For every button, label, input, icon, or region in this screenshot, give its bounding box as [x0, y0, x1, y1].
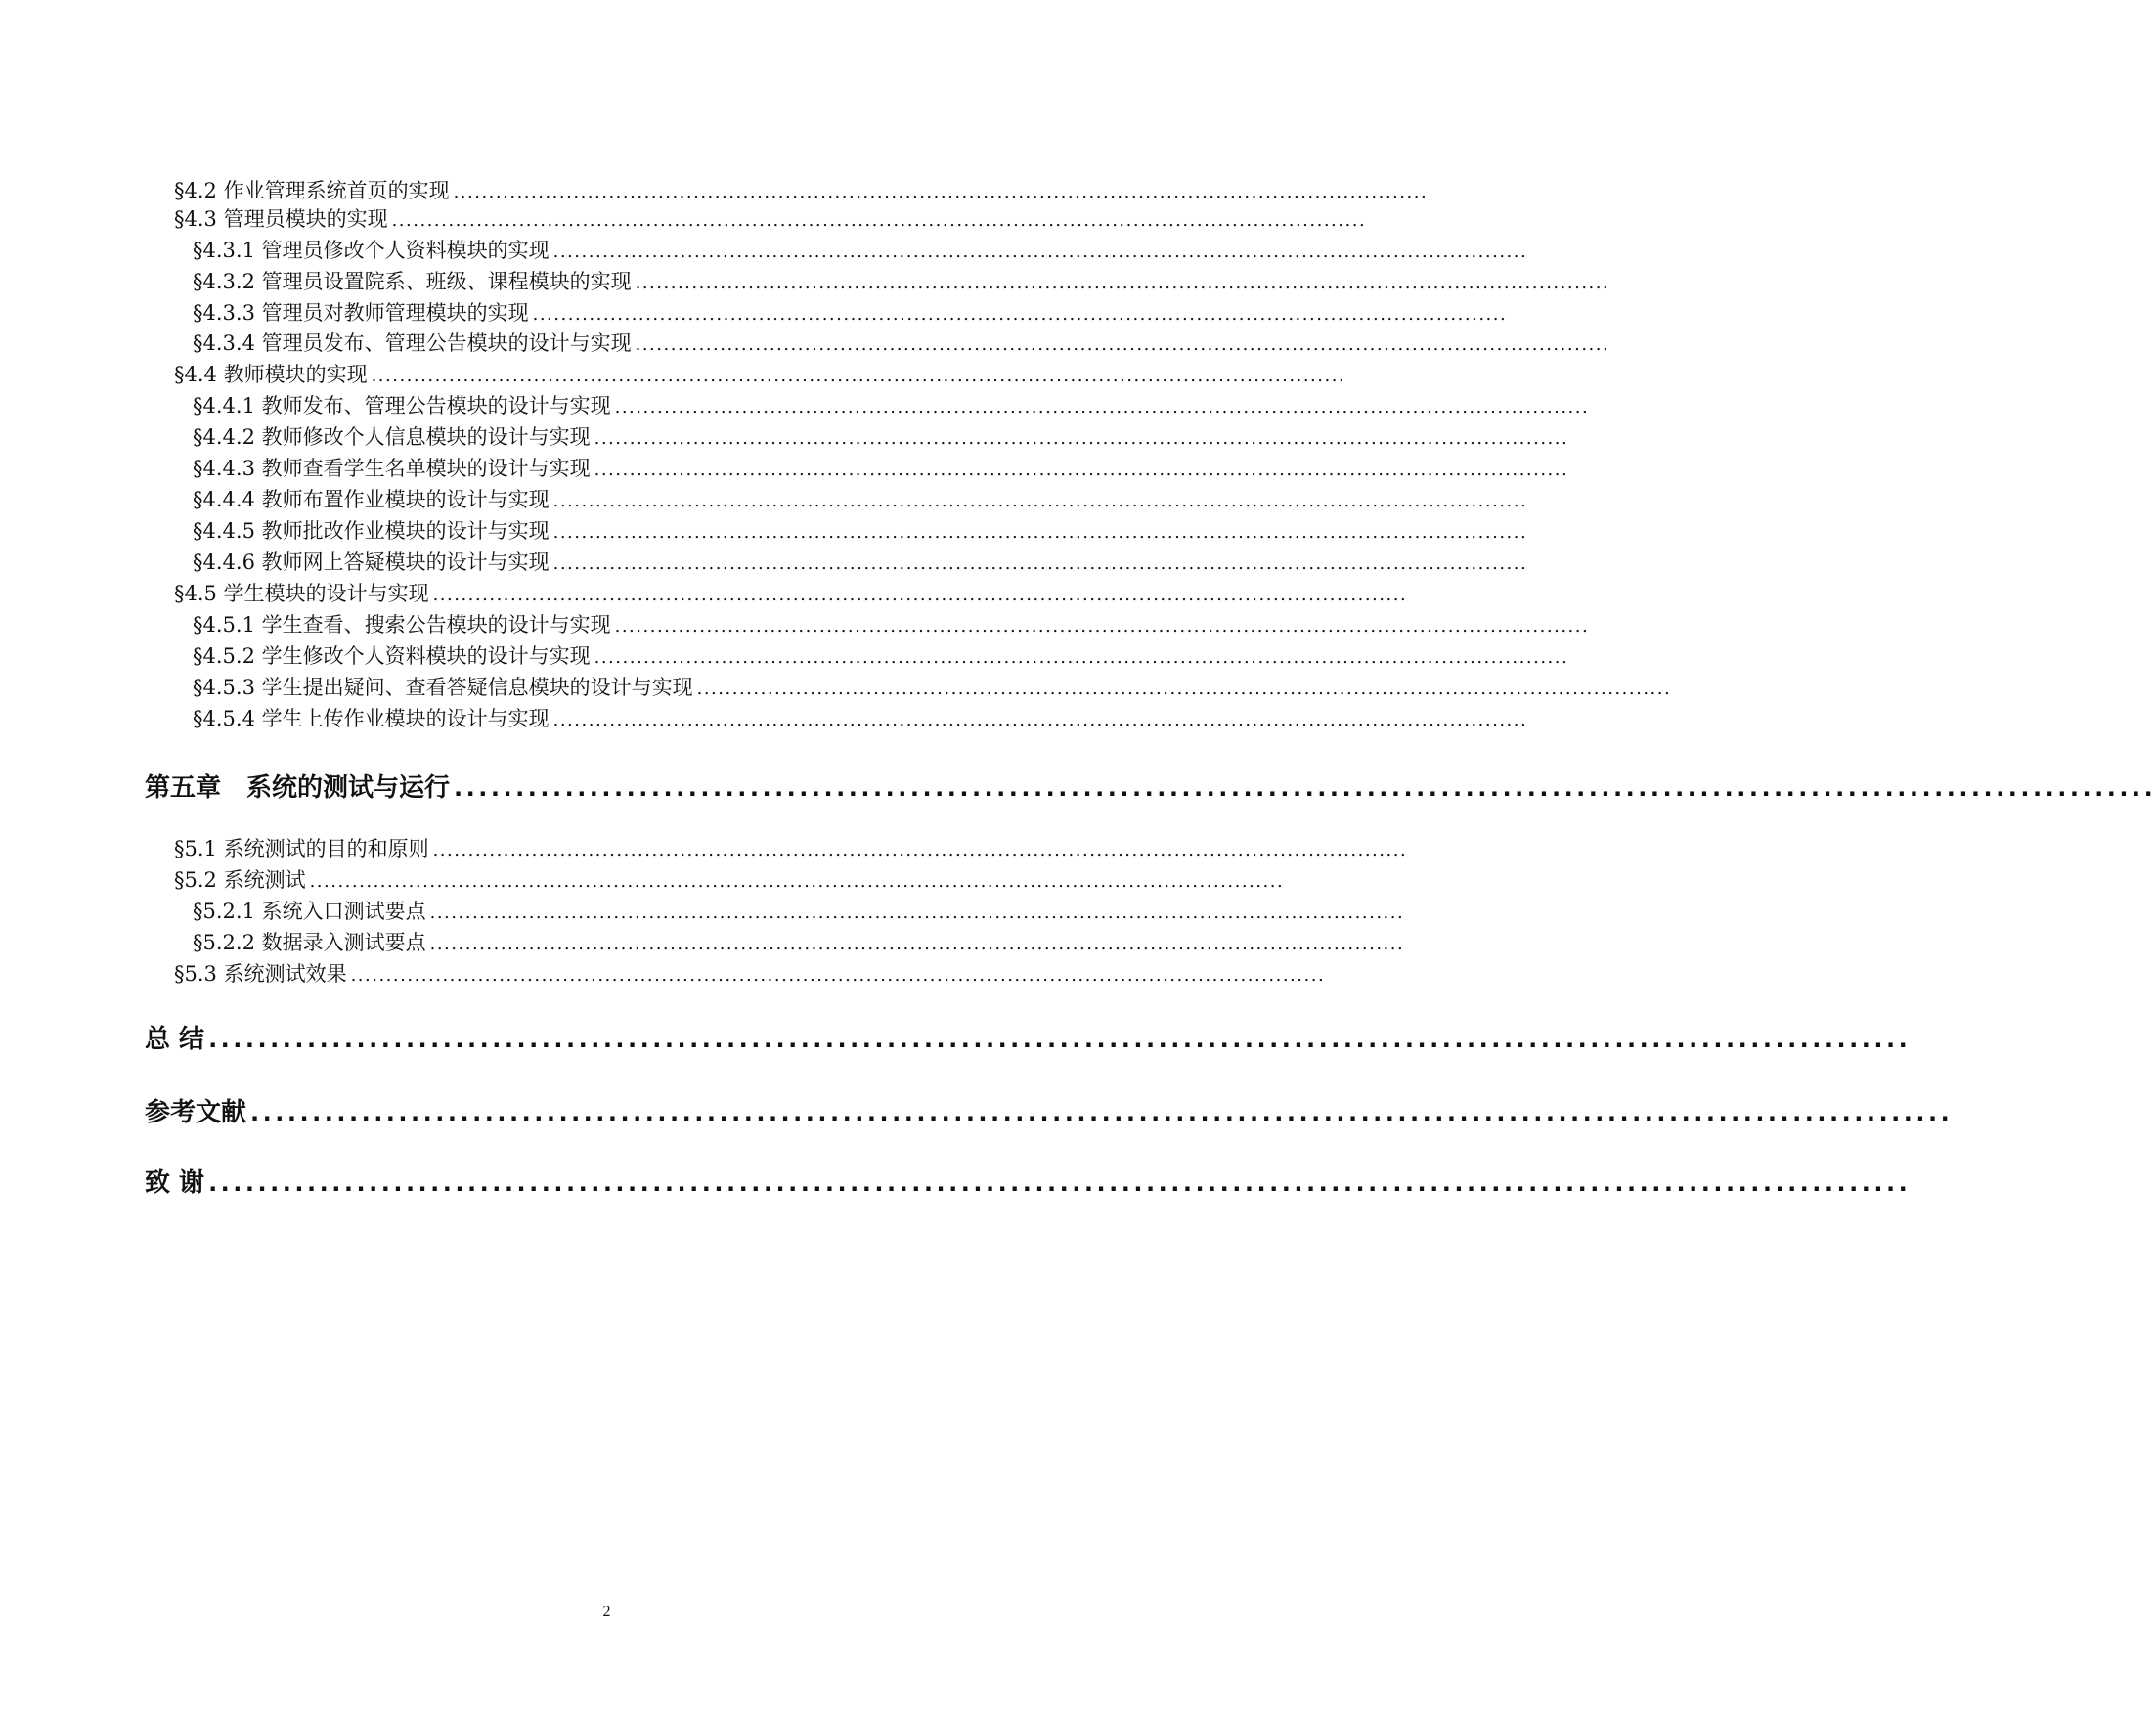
toc-dot-leader: ..........................................................................................................................................	[371, 366, 1346, 386]
toc-entry-title: §4.5 学生模块的设计与实现	[174, 582, 429, 605]
toc-dot-leader: ..........................................................................................................................................	[432, 585, 1408, 605]
toc-dot-leader: ..........................................................................................................................................	[208, 1169, 1912, 1197]
toc-entry	[193, 516, 1528, 546]
toc-dot-leader: ..........................................................................................................................................	[454, 774, 2156, 802]
toc-dot-leader: ..........................................................................................................................................	[635, 273, 1610, 293]
toc-entry-title: §4.3.4 管理员发布、管理公告模块的设计与实现	[193, 331, 632, 355]
toc-entry-title: §4.3 管理员模块的实现	[174, 207, 388, 231]
toc-dot-leader: ..........................................................................................................................................	[696, 679, 1672, 699]
toc-chapter-entry	[145, 767, 2156, 810]
toc-chapter-entry	[145, 1018, 1912, 1061]
toc-entry-title: §4.4.2 教师修改个人信息模块的设计与实现	[193, 425, 591, 449]
toc-dot-leader: ..........................................................................................................................................	[594, 428, 1569, 449]
toc-chapter-title: 参考文献	[145, 1098, 247, 1127]
toc-entry	[193, 548, 1528, 577]
toc-dot-leader: ..........................................................................................................................................	[552, 710, 1528, 730]
toc-entry-title: §4.4.3 教师查看学生名单模块的设计与实现	[193, 457, 591, 480]
toc-dot-leader: ..........................................................................................................................................	[532, 304, 1508, 325]
toc-entry-title: §5.1 系统测试的目的和原则	[174, 837, 429, 860]
toc-entry	[174, 204, 1367, 234]
toc-dot-leader: ..........................................................................................................................................	[350, 965, 1326, 986]
toc-entry-title: §5.2 系统测试	[174, 868, 306, 892]
toc-entry	[193, 610, 1590, 639]
toc-entry	[193, 485, 1528, 514]
toc-dot-leader: ..........................................................................................................................................	[429, 902, 1405, 923]
toc-entry	[193, 236, 1528, 265]
toc-dot-leader: ..........................................................................................................................................	[309, 871, 1285, 892]
toc-entry	[193, 454, 1569, 483]
toc-entry	[193, 673, 1672, 702]
toc-chapter-entry	[145, 1091, 1954, 1134]
page-number: 2	[602, 1604, 611, 1620]
toc-dot-leader: ..........................................................................................................................................	[635, 334, 1610, 355]
toc-dot-leader: ..........................................................................................................................................	[614, 397, 1590, 418]
toc-dot-leader: ..........................................................................................................................................	[432, 840, 1408, 860]
toc-entry-title: §4.5.4 学生上传作业模块的设计与实现	[193, 707, 550, 730]
toc-entry-title: §4.5.3 学生提出疑问、查看答疑信息模块的设计与实现	[193, 676, 693, 699]
toc-entry	[193, 422, 1569, 452]
toc-dot-leader: ..........................................................................................................................................	[453, 182, 1429, 202]
toc-entry	[193, 391, 1590, 420]
toc-chapter-title: 第五章 系统的测试与运行	[145, 773, 451, 803]
toc-dot-leader: ..........................................................................................................................................	[552, 491, 1528, 511]
toc-entry	[193, 704, 1528, 733]
toc-dot-leader: ..........................................................................................................................................	[429, 934, 1405, 954]
toc-entry	[193, 329, 1610, 358]
toc-entry	[193, 928, 1405, 957]
toc-entry	[174, 865, 1285, 895]
toc-entry-title: §4.3.2 管理员设置院系、班级、课程模块的实现	[193, 270, 632, 293]
toc-entry	[193, 641, 1569, 671]
toc-entry	[174, 360, 1346, 389]
toc-entry	[193, 897, 1405, 926]
toc-entry	[174, 959, 1326, 989]
toc-entry-title: §5.2.2 数据录入测试要点	[193, 931, 426, 954]
toc-entry-title: §4.4.5 教师批改作业模块的设计与实现	[193, 519, 550, 543]
toc-entry-title: §4.4 教师模块的实现	[174, 363, 368, 386]
toc-chapter-title: 致 谢	[145, 1168, 205, 1198]
toc-chapter-entry	[145, 1162, 1912, 1205]
toc-dot-leader: ..........................................................................................................................................	[594, 647, 1569, 668]
toc-dot-leader: ..........................................................................................................................................	[208, 1026, 1912, 1053]
toc-dot-leader: ..........................................................................................................................................	[594, 460, 1569, 480]
toc-entry-title: §4.4.4 教师布置作业模块的设计与实现	[193, 488, 550, 511]
toc-entry-title: §4.4.6 教师网上答疑模块的设计与实现	[193, 550, 550, 574]
toc-dot-leader: ..........................................................................................................................................	[552, 242, 1528, 262]
toc-entry-title: §4.3.3 管理员对教师管理模块的实现	[193, 301, 529, 325]
toc-entry-title: §4.3.1 管理员修改个人资料模块的实现	[193, 239, 550, 262]
toc-entry	[174, 176, 1429, 205]
toc-chapter-title: 总 结	[145, 1025, 205, 1054]
toc-entry-title: §4.5.2 学生修改个人资料模块的设计与实现	[193, 644, 591, 668]
toc-entry-title: §4.2 作业管理系统首页的实现	[174, 179, 450, 202]
toc-entry-title: §4.5.1 学生查看、搜索公告模块的设计与实现	[193, 613, 611, 637]
toc-entry	[174, 579, 1408, 608]
toc-dot-leader: ..........................................................................................................................................	[391, 210, 1367, 231]
toc-entry-title: §5.3 系统测试效果	[174, 962, 347, 986]
toc-dot-leader: ..........................................................................................................................................	[552, 522, 1528, 543]
toc-dot-leader: ..........................................................................................................................................	[614, 616, 1590, 637]
toc-entry	[174, 834, 1408, 863]
toc-dot-leader: ..........................................................................................................................................	[250, 1099, 1954, 1126]
toc-entry	[193, 298, 1508, 328]
toc-entry-title: §5.2.1 系统入口测试要点	[193, 900, 426, 923]
toc-entry-title: §4.4.1 教师发布、管理公告模块的设计与实现	[193, 394, 611, 418]
toc-entry	[193, 267, 1610, 296]
toc-dot-leader: ..........................................................................................................................................	[552, 553, 1528, 574]
